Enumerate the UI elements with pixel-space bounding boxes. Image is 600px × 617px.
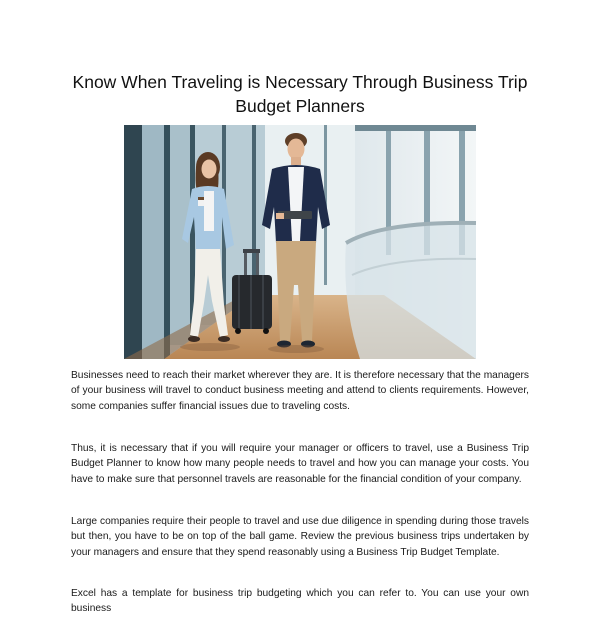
document-title: Know When Traveling is Necessary Through Business Trip Budget Planners [72,72,528,116]
paragraph-1: Businesses need to reach their market wherever they are. It is therefore necessary that the managers of your business will travel to conduct business meeting and attend to clients requirements. However, some companies suffer financial issues due to traveling costs. [71,370,529,412]
paragraph-3: Large companies require their people to travel and use due diligence in spending during those travels but then, you have to be on top of the ball game. Review the previous business trips undertaken by your managers and ensure that they spend reasonably using a Business Trip Budget Template. [71,516,529,558]
paragraph-2: Thus, it is necessary that if you will require your manager or officers to travel, use a Business Trip Budget Planner to know how many people needs to travel and how you can manage your costs. You have to make sure that personnel travels are reasonable for the financial condition of your company. [71,443,529,485]
business-travelers-photo [124,125,476,359]
paragraph-4: Excel has a template for business trip budgeting which you can refer to. You can use your own business [71,588,529,615]
